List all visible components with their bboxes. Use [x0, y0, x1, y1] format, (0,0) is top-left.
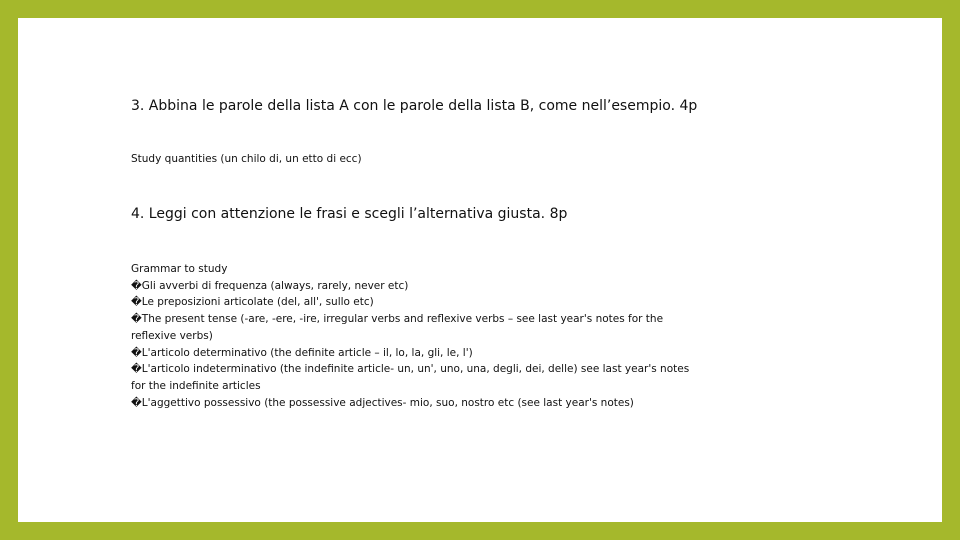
section-4-heading: 4. Leggi con attenzione le frasi e scegli l’alternativa giusta. 8p: [131, 206, 568, 222]
grammar-item: [131, 294, 691, 311]
grammar-item-text: L'articolo determinativo (the definite article – il, lo, la, gli, le, l'): [141, 346, 473, 359]
grammar-item: [131, 395, 691, 412]
section-3-note: Study quantities (un chilo di, un etto di ecc): [131, 153, 362, 165]
grammar-item: [131, 361, 691, 394]
grammar-item-text: Gli avverbi di frequenza (always, rarely, never etc): [141, 279, 409, 292]
grammar-item-text: Le preposizioni articolate (del, all', sullo etc): [141, 296, 374, 309]
bullet-glyph: �: [131, 313, 142, 326]
grammar-item-text: L'articolo indeterminativo (the indefinite article- un, un', uno, una, degli, dei, delle) see last year's notes for the indefinite articles: [131, 363, 690, 392]
grammar-title: Grammar to study: [131, 263, 228, 275]
grammar-item: [131, 345, 691, 362]
grammar-item: [131, 278, 691, 295]
grammar-item-text: The present tense (-are, -ere, -ire, irregular verbs and reflexive verbs – see last year's notes for the reflexive verbs): [131, 313, 664, 342]
section-3-heading: 3. Abbina le parole della lista A con le parole della lista B, come nell’esempio. 4p: [131, 98, 698, 114]
grammar-item: [131, 311, 691, 344]
bullet-glyph: �: [131, 363, 142, 376]
grammar-list: [131, 261, 691, 411]
slide: [18, 18, 942, 522]
bullet-glyph: �: [131, 346, 142, 359]
grammar-item-text: L'aggettivo possessivo (the possessive adjectives- mio, suo, nostro etc (see last year's notes): [141, 396, 634, 409]
bullet-glyph: �: [131, 396, 142, 409]
bullet-glyph: �: [131, 296, 142, 309]
bullet-glyph: �: [131, 279, 142, 292]
